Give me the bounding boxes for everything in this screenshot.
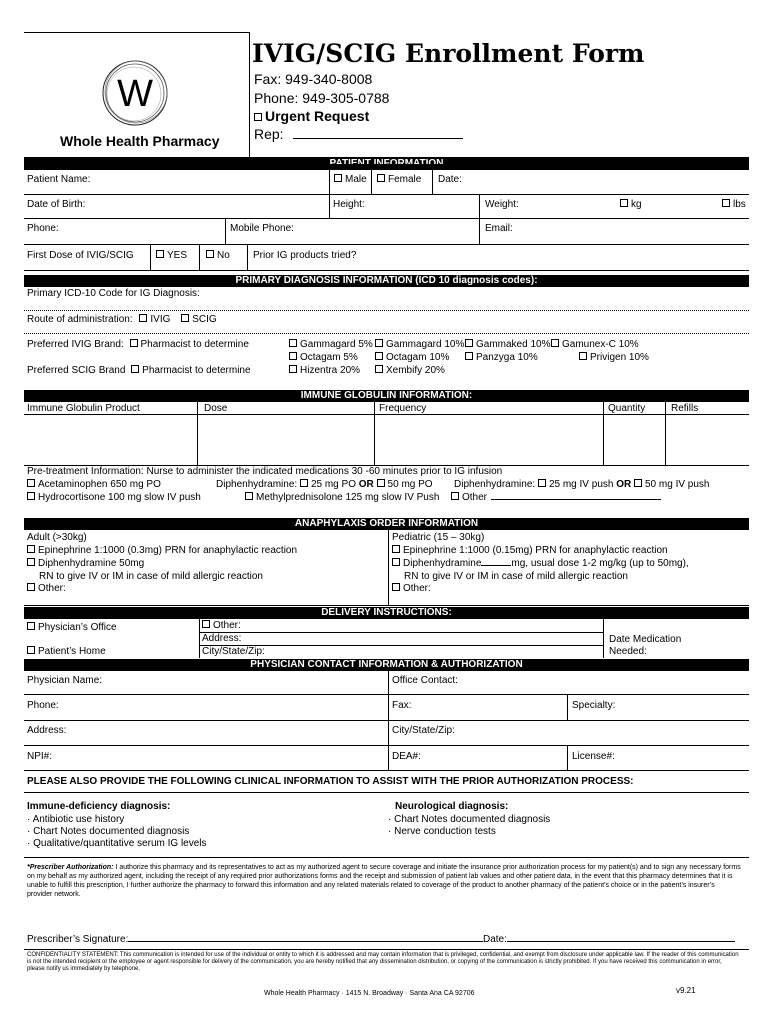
methylpred-option[interactable] (245, 492, 439, 504)
diphen-po-25-label: 25 mg PO (310, 479, 356, 490)
npi-field[interactable]: NPI#: (27, 751, 53, 762)
ped-other-checkbox[interactable] (392, 583, 400, 591)
signature-date-line[interactable] (507, 941, 735, 942)
prior-ig-field[interactable]: Prior IG products tried? (253, 250, 357, 261)
col-product: Immune Globulin Product (27, 403, 140, 414)
ivig-option[interactable] (139, 314, 170, 325)
or-label: OR (616, 479, 632, 490)
confidentiality-statement: CONFIDENTIALITY STATEMENT: This communication is intended for use of the individual or entity to which it is addressed and may contain information that is privileged, confidential, and exempt from disclosure under applicable law. If the reader of this communication is not the intended recipient or the employee or agent responsible for delivery of the communication, you are hereby notified that any dissemination distribution, or copying of the communication is strictly prohibited. If you have received this communication in error, please notify us immediately by telephone. (27, 952, 739, 972)
lbs-option[interactable] (722, 199, 746, 211)
pretreatment-other-option[interactable] (451, 492, 661, 504)
brand-option[interactable] (465, 339, 550, 351)
date-needed-field[interactable]: Needed: (609, 646, 647, 657)
physician-section-title: PHYSICIAN CONTACT INFORMATION & AUTHORIZATION (250, 659, 523, 670)
no-label: No (217, 250, 230, 261)
license-field[interactable]: License#: (572, 751, 615, 762)
brand-label: Panzyga 10% (476, 352, 538, 363)
brand-checkbox[interactable] (289, 365, 297, 373)
brand-checkbox[interactable] (579, 352, 587, 360)
physician-fax-field[interactable]: Fax: (392, 700, 412, 711)
pharmacy-name: Whole Health Pharmacy (60, 133, 220, 149)
brand-option[interactable] (289, 352, 358, 364)
col-dose: Dose (204, 403, 228, 414)
physician-address-field[interactable]: Address: (27, 725, 67, 736)
diphen-iv-label: Diphenhydramine: (454, 479, 536, 490)
hydrocortisone-option[interactable] (27, 492, 201, 504)
adult-epinephrine-checkbox[interactable] (27, 545, 35, 553)
ivig-checkbox[interactable] (139, 314, 147, 322)
ped-diphen-dose-line[interactable] (481, 565, 511, 566)
female-checkbox[interactable] (377, 174, 385, 182)
delivery-other-option[interactable] (202, 620, 241, 632)
date-field[interactable]: Date: (438, 174, 462, 185)
diphen-po-row (216, 479, 433, 491)
pretreatment-other-line[interactable] (491, 499, 661, 500)
adult-route-text: RN to give IV or IM in case of mild allergic reaction (39, 571, 263, 582)
ped-diphen-checkbox[interactable] (392, 558, 400, 566)
physician-office-checkbox[interactable] (27, 622, 35, 630)
female-label: Female (388, 174, 422, 185)
pref-scig-row (27, 365, 251, 377)
brand-checkbox[interactable] (289, 339, 297, 347)
brand-option[interactable] (289, 339, 373, 351)
diphen-po-50-checkbox[interactable] (377, 479, 385, 487)
male-label: Male (345, 174, 367, 185)
anaphylaxis-section-bar (24, 518, 749, 530)
ped-diphen-option[interactable] (392, 558, 689, 570)
neuro-item: · Chart Notes documented diagnosis (388, 814, 551, 825)
neuro-item: · Nerve conduction tests (388, 826, 496, 837)
ped-diphen-dose-label: mg, usual dose 1-2 mg/kg (up to 50mg), (511, 558, 689, 569)
diphen-po-label: Diphenhydramine: (216, 479, 298, 490)
scig-pharmacist-label: Pharmacist to determine (142, 365, 251, 376)
acetaminophen-label: Acetaminophen 650 mg PO (38, 479, 161, 490)
brand-option[interactable] (375, 339, 464, 351)
rep-field[interactable] (254, 125, 463, 143)
immune-item-text: Antibiotic use history (32, 814, 125, 825)
adult-other-option[interactable] (27, 583, 66, 595)
diagnosis-section-bar (24, 275, 749, 287)
diphen-iv-row (454, 479, 709, 491)
physician-phone-field[interactable]: Phone: (27, 700, 59, 711)
brand-checkbox[interactable] (551, 339, 559, 347)
neurological-title: Neurological diagnosis: (395, 801, 509, 812)
ped-epinephrine-option[interactable] (392, 545, 668, 557)
immune-deficiency-title: Immune-deficiency diagnosis: (27, 801, 171, 812)
icd-code-field[interactable]: Primary ICD-10 Code for IG Diagnosis: (27, 288, 200, 299)
clinical-heading: PLEASE ALSO PROVIDE THE FOLLOWING CLINICAL INFORMATION TO ASSIST WITH THE PRIOR AUTHORIZATION PROCESS: (27, 776, 634, 787)
ped-epinephrine-label: Epinephrine 1:1000 (0.15mg) PRN for anaphylactic reaction (403, 545, 668, 556)
phone-field[interactable]: Phone: (27, 223, 59, 234)
col-frequency: Frequency (379, 403, 427, 414)
brand-checkbox[interactable] (375, 352, 383, 360)
physician-section-bar (24, 659, 749, 671)
female-option[interactable] (377, 174, 421, 186)
brand-option[interactable] (375, 352, 449, 364)
male-checkbox[interactable] (334, 174, 342, 182)
lbs-label: lbs (733, 199, 746, 210)
diphen-po-50-label: 50 mg PO (387, 479, 433, 490)
ped-route-text: RN to give IV or IM in case of mild allergic reaction (404, 571, 628, 582)
prescriber-signature-field[interactable] (27, 934, 483, 946)
brand-label: Octagam 5% (300, 352, 358, 363)
delivery-other-checkbox[interactable] (202, 620, 210, 628)
delivery-city-field[interactable]: City/State/Zip: (202, 646, 265, 657)
scig-option[interactable] (181, 314, 216, 325)
immune-item: · Antibiotic use history (27, 814, 125, 825)
phone-number: Phone: 949-305-0788 (254, 90, 390, 106)
ped-other-label: Other: (403, 583, 431, 594)
logo-letter: W (117, 73, 153, 115)
urgent-checkbox[interactable] (254, 113, 262, 121)
brand-checkbox[interactable] (465, 352, 473, 360)
signature-date-label: Date: (483, 934, 507, 945)
height-field[interactable]: Height: (333, 199, 365, 210)
immune-section-title: IMMUNE GLOBULIN INFORMATION: (300, 390, 473, 401)
dea-field[interactable]: DEA#: (392, 751, 421, 762)
adult-epinephrine-label: Epinephrine 1:1000 (0.3mg) PRN for anaphylactic reaction (38, 545, 298, 556)
kg-label: kg (631, 199, 642, 210)
brand-checkbox[interactable] (465, 339, 473, 347)
fax-number: Fax: 949-340-8008 (254, 71, 373, 87)
ivig-pharmacist-option[interactable] (130, 339, 249, 350)
adult-other-checkbox[interactable] (27, 583, 35, 591)
col-quantity: Quantity (608, 403, 646, 414)
yes-label: YES (167, 250, 188, 261)
authorization-label: *Prescriber Authorization: (27, 864, 114, 871)
delivery-other-label: Other: (213, 620, 241, 631)
pref-ivig-row (27, 339, 249, 351)
diphen-iv-50-label: 50 mg IV push (645, 479, 710, 490)
mobile-phone-field[interactable]: Mobile Phone: (230, 223, 294, 234)
delivery-address-field[interactable]: Address: (202, 633, 242, 644)
diphen-iv-25-label: 25 mg IV push (548, 479, 614, 490)
rep-label: Rep: (254, 126, 284, 142)
brand-label: Hizentra 20% (300, 365, 361, 376)
diphen-iv-25-checkbox[interactable] (538, 479, 546, 487)
patient-home-option[interactable] (27, 646, 106, 658)
authorization-body: I authorize this pharmacy and its representatives to act as my authorized agent to secure coverage and initiate the insurance prior authorization process for my patient(s) and to sign any necessary forms on my behalf as my authorized agent, including the receipt of any required prior authorizations forms and the receipt and submission of patient lab values and other patient data, in the event that this pharmacy determines that it is unable to fulfill this prescription, I further authorize the pharmacy to forward this information and any related materials related to coverage of the product to another pharmacy of the patient’s choice or in the patient’s insurer’s provider network. (27, 864, 741, 898)
diphen-po-25-checkbox[interactable] (300, 479, 308, 487)
urgent-label: Urgent Request (265, 108, 370, 124)
immune-item-text: Qualitative/quantitative serum IG levels (33, 838, 207, 849)
prescriber-signature-label: Prescriber’s Signature: (27, 934, 129, 945)
patient-home-label: Patient’s Home (38, 646, 106, 657)
brand-label: Gammaked 10% (476, 339, 551, 350)
specialty-field[interactable]: Specialty: (572, 700, 616, 711)
pref-scig-label: Preferred SCIG Brand (27, 365, 126, 376)
scig-pharmacist-checkbox[interactable] (131, 365, 139, 373)
adult-title: Adult (>30kg) (27, 532, 87, 543)
brand-checkbox[interactable] (375, 365, 383, 373)
male-option[interactable] (334, 174, 367, 186)
physician-city-field[interactable]: City/State/Zip: (392, 725, 455, 736)
immune-section-bar (24, 390, 749, 402)
ivig-pharmacist-checkbox[interactable] (130, 339, 138, 347)
ivig-pharmacist-label: Pharmacist to determine (140, 339, 249, 350)
pref-ivig-label: Preferred IVIG Brand: (27, 339, 124, 350)
no-checkbox[interactable] (206, 250, 214, 258)
brand-label: Gammagard 5% (300, 339, 373, 350)
ivig-label: IVIG (150, 314, 171, 325)
brand-option[interactable] (289, 365, 360, 377)
patient-name-field[interactable]: Patient Name: (27, 174, 91, 185)
scig-checkbox[interactable] (181, 314, 189, 322)
pharmacy-logo (100, 58, 170, 128)
pretreatment-other-checkbox[interactable] (451, 492, 459, 500)
yes-checkbox[interactable] (156, 250, 164, 258)
adult-diphen-label: Diphenhydramine 50mg (38, 558, 145, 569)
first-dose-yes[interactable] (156, 250, 187, 262)
route-row (27, 314, 217, 326)
acetaminophen-option[interactable] (27, 479, 161, 491)
physician-office-label: Physician’s Office (38, 622, 117, 633)
adult-epinephrine-option[interactable] (27, 545, 297, 557)
email-field[interactable]: Email: (485, 223, 513, 234)
delivery-section-title: DELIVERY INSTRUCTIONS: (321, 607, 452, 618)
or-label: OR (358, 479, 374, 490)
urgent-request[interactable] (254, 107, 369, 125)
office-contact-field[interactable]: Office Contact: (392, 675, 458, 686)
patient-home-checkbox[interactable] (27, 646, 35, 654)
lbs-checkbox[interactable] (722, 199, 730, 207)
first-dose-label: First Dose of IVIG/SCIG (27, 250, 134, 261)
brand-option[interactable] (579, 352, 649, 364)
scig-pharmacist-option[interactable] (131, 365, 250, 376)
ped-other-option[interactable] (392, 583, 431, 595)
route-label: Route of administration: (27, 314, 133, 325)
delivery-section-bar (24, 607, 749, 619)
adult-diphen-checkbox[interactable] (27, 558, 35, 566)
brand-option[interactable] (375, 365, 445, 377)
pediatric-title: Pediatric (15 – 30kg) (392, 532, 485, 543)
authorization-text (27, 863, 741, 899)
signature-date-field[interactable] (483, 934, 735, 946)
brand-option[interactable] (551, 339, 639, 351)
immune-item: · Chart Notes documented diagnosis (27, 826, 190, 837)
form-version: v9.21 (676, 986, 696, 995)
anaphylaxis-section-title: ANAPHYLAXIS ORDER INFORMATION (294, 518, 479, 529)
diphen-iv-50-checkbox[interactable] (634, 479, 642, 487)
diagnosis-section-title: PRIMARY DIAGNOSIS INFORMATION (ICD 10 diagnosis codes): (235, 275, 538, 286)
immune-item-text: Chart Notes documented diagnosis (33, 826, 190, 837)
first-dose-no[interactable] (206, 250, 230, 262)
kg-option[interactable] (620, 199, 642, 211)
adult-other-label: Other: (38, 583, 66, 594)
col-refills: Refills (671, 403, 699, 414)
physician-name-field[interactable]: Physician Name: (27, 675, 103, 686)
ped-diphen-label: Diphenhydramine (403, 558, 482, 569)
footer-address: Whole Health Pharmacy · 1415 N. Broadway · Santa Ana CA 92706 (264, 990, 475, 997)
methylpred-checkbox[interactable] (245, 492, 253, 500)
acetaminophen-checkbox[interactable] (27, 479, 35, 487)
date-medication-label: Date Medication (609, 634, 682, 645)
scig-label: SCIG (192, 314, 217, 325)
brand-label: Privigen 10% (590, 352, 649, 363)
brand-checkbox[interactable] (375, 339, 383, 347)
hydrocortisone-label: Hydrocortisone 100 mg slow IV push (38, 492, 201, 503)
brand-checkbox[interactable] (289, 352, 297, 360)
brand-label: Xembify 20% (386, 365, 445, 376)
rep-line[interactable] (293, 138, 463, 139)
neuro-item-text: Chart Notes documented diagnosis (394, 814, 551, 825)
adult-diphen-option[interactable] (27, 558, 144, 570)
pretreatment-other-label: Other (462, 492, 488, 503)
kg-checkbox[interactable] (620, 199, 628, 207)
patient-bar-fill (24, 164, 749, 170)
brand-option[interactable] (465, 352, 538, 364)
dob-field[interactable]: Date of Birth: (27, 199, 86, 210)
brand-label: Gamunex-C 10% (562, 339, 639, 350)
methylpred-label: Methylprednisolone 125 mg slow IV Push (256, 492, 440, 503)
neuro-item-text: Nerve conduction tests (394, 826, 496, 837)
brand-label: Gammagard 10% (386, 339, 465, 350)
brand-label: Octagam 10% (386, 352, 450, 363)
ped-epinephrine-checkbox[interactable] (392, 545, 400, 553)
physician-office-option[interactable] (27, 622, 117, 634)
weight-field[interactable]: Weight: (485, 199, 519, 210)
pretreatment-intro: Pre-treatment Information: Nurse to administer the indicated medications 30 -60 minutes prior to IG infusion (27, 466, 503, 477)
prescriber-signature-line[interactable] (128, 941, 483, 942)
hydrocortisone-checkbox[interactable] (27, 492, 35, 500)
form-title: IVIG/SCIG Enrollment Form (252, 39, 645, 68)
immune-item: · Qualitative/quantitative serum IG levels (27, 838, 207, 849)
